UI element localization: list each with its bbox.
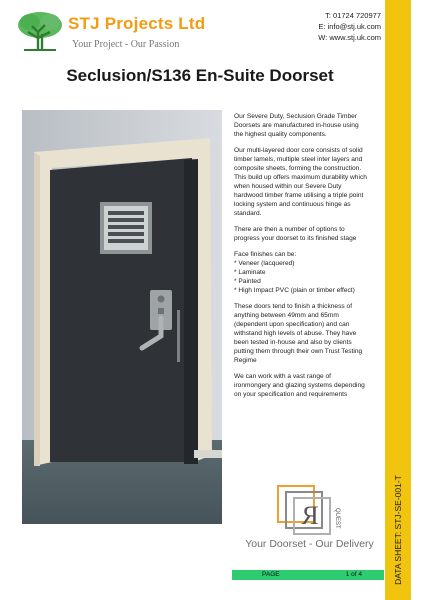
datasheet-id-label [386, 470, 410, 590]
footer-tagline: Your Doorset - Our Delivery [245, 538, 374, 550]
contact-website[interactable]: W: www.stj.uk.com [318, 33, 381, 42]
options-paragraph: There are then a number of options to progress your doorset to its finished stage [234, 226, 357, 242]
page-count: 1 of 4 [345, 571, 362, 578]
list-item: * High Impact PVC (plain or timber effect) [234, 287, 355, 294]
intro-paragraph: Our Severe Duty, Seclusion Grade Timber Doorsets are manufactured in-house using the highest quality components. [234, 113, 359, 138]
page-indicator [232, 570, 384, 580]
quest-logo-icon [276, 478, 346, 538]
finishes-intro: Face finishes can be: [234, 251, 297, 258]
ironmongery-paragraph: We can work with a vast range of ironmongery and glazing systems depending on your specification and requirements [234, 373, 365, 398]
quest-text: QUEST [334, 508, 340, 529]
contact-phone: T: 01724 720977 [325, 11, 381, 20]
company-tagline: Your Project - Our Passion [72, 39, 180, 50]
contact-email[interactable]: E: info@stj.uk.com [318, 22, 381, 31]
svg-text:R: R [301, 501, 319, 530]
list-item: * Laminate [234, 269, 266, 276]
list-item: * Painted [234, 278, 261, 285]
doorset-photo [22, 110, 222, 524]
datasheet-id: DATA SHEET: STJ-SE-001-T [393, 475, 403, 585]
thickness-paragraph: These doors tend to finish a thickness of anything between 49mm and 65mm (dependent upon specification) and can withstand high levels of abuse. They have been tested in-house and also by clients putting them through their own Trust Testing Regime [234, 303, 363, 364]
finishes-list [234, 259, 368, 295]
core-paragraph: Our multi-layered door core consists of solid timber lamels, multiple steel inter layers and composite sheets, forming the construction. This build up offers maximum durability which when housed within our Severe Duty hardwood timber frame utilising a triple point locking system and continuous hinge as standard. [234, 147, 367, 217]
company-name: STJ Projects Ltd [68, 14, 206, 33]
list-item: * Veneer (lacquered) [234, 260, 295, 267]
page-label: PAGE [262, 571, 280, 578]
page-title: Seclusion/S136 En-Suite Doorset [66, 66, 334, 85]
tree-logo-icon [14, 8, 66, 52]
description-text [234, 112, 368, 406]
company-logo [14, 8, 214, 52]
contact-info [318, 10, 381, 43]
